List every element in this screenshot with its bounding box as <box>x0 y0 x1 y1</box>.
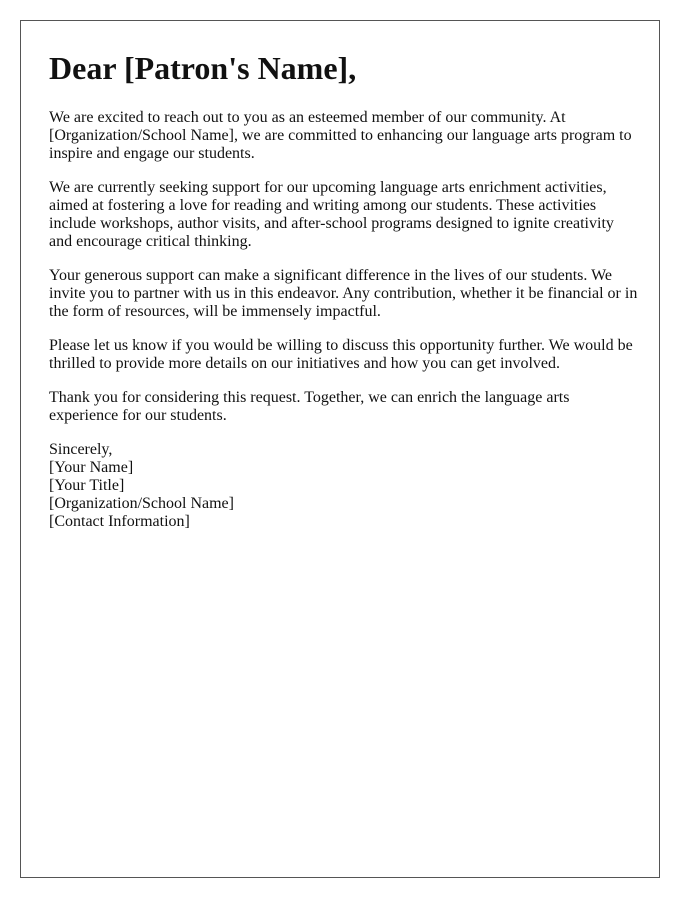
organization-name: [Organization/School Name] <box>49 495 234 513</box>
closing-line: Sincerely, <box>49 441 113 459</box>
support-request-paragraph: We are currently seeking support for our upcoming language arts enrichment activities, aimed at fostering a love for reading and writing among our students. These activities include workshops, author visits, and after-school programs designed to ignite creativity and encourage critical thinking. <box>49 179 614 251</box>
impact-paragraph: Your generous support can make a significant difference in the lives of our students. We invite you to partner with us in this endeavor. Any contribution, whether it be financial or in the form of resources, will be immensely impactful. <box>49 267 638 321</box>
intro-paragraph: We are excited to reach out to you as an esteemed member of our community. At [Organization/School Name], we are committed to enhancing our language arts program to inspire and engage our students. <box>49 109 632 163</box>
signature-block <box>49 441 639 531</box>
sender-name: [Your Name] <box>49 459 134 477</box>
thank-you-paragraph: Thank you for considering this request. Together, we can enrich the language arts experience for our students. <box>49 389 570 425</box>
sender-title: [Your Title] <box>49 477 125 495</box>
follow-up-paragraph: Please let us know if you would be willing to discuss this opportunity further. We would be thrilled to provide more details on our initiatives and how you can get involved. <box>49 337 633 373</box>
contact-information: [Contact Information] <box>49 513 190 531</box>
salutation: Dear [Patron's Name], <box>49 50 357 86</box>
letter-page <box>20 20 660 878</box>
letter-content <box>49 51 639 531</box>
